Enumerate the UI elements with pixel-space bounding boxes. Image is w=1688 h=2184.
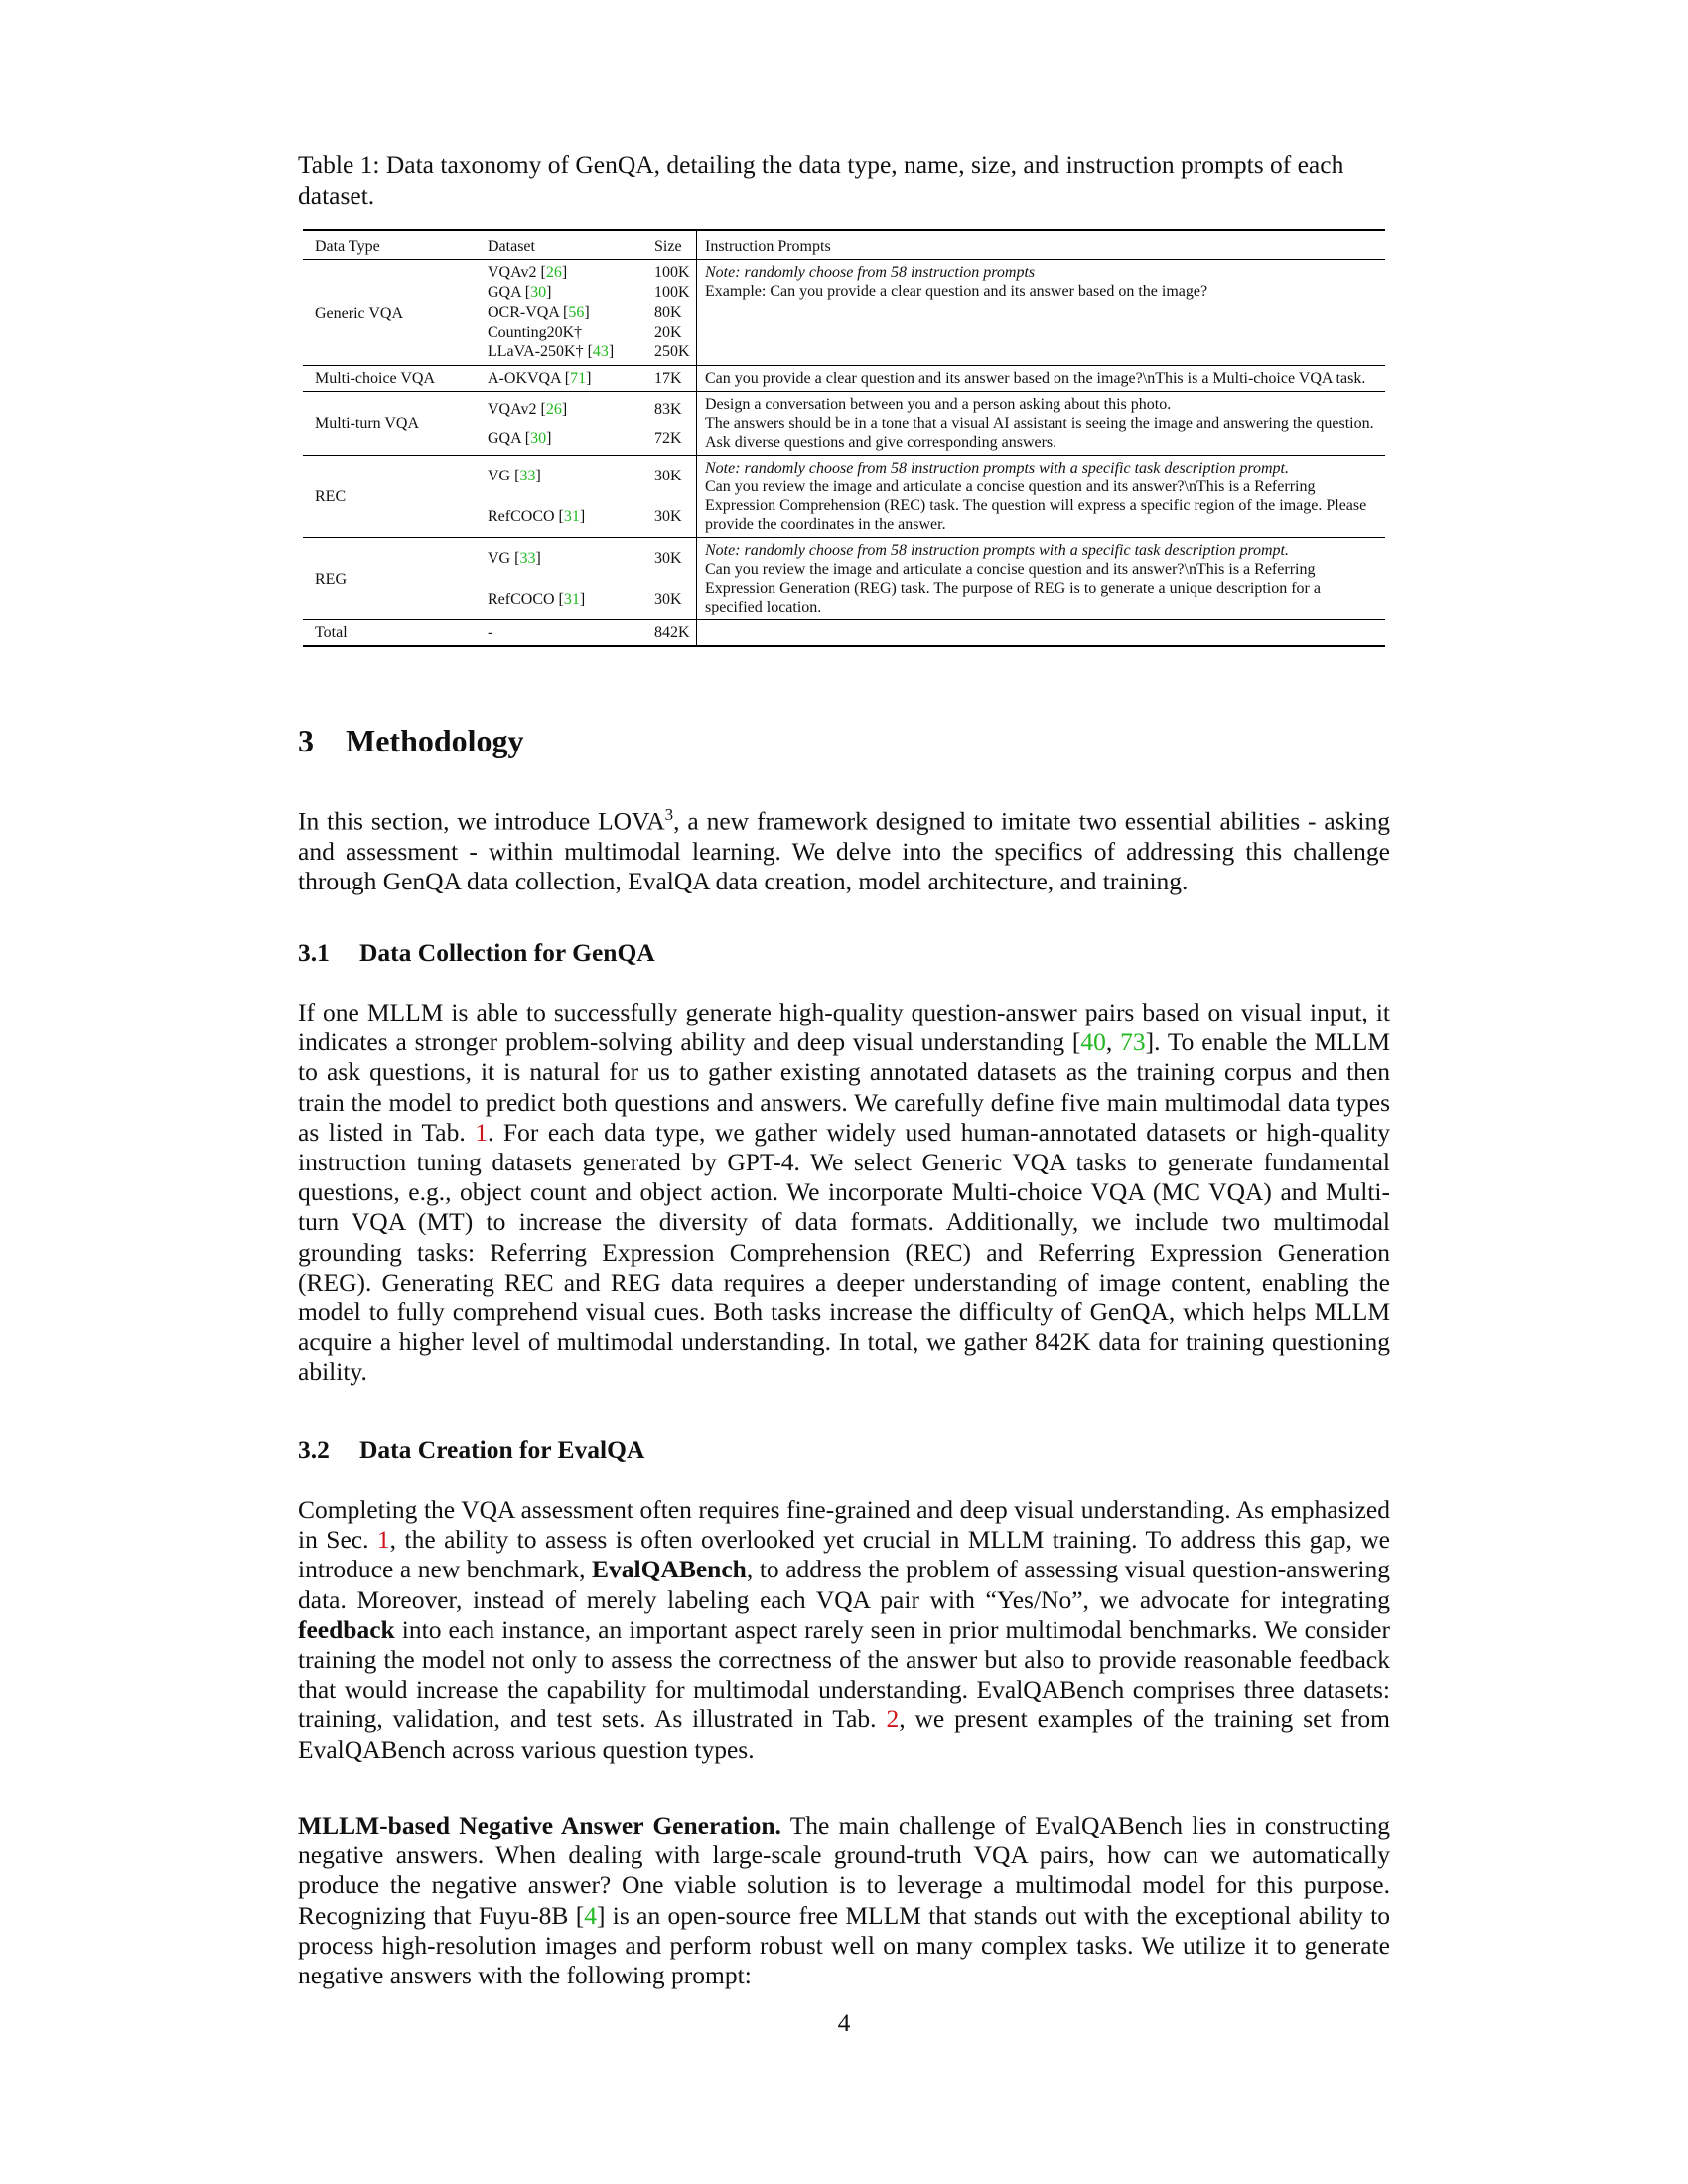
cell-type: Multi-turn VQA	[303, 392, 476, 456]
header-size: Size	[642, 230, 697, 260]
cell-prompt	[697, 620, 1386, 647]
dataset-name: VG [33]	[488, 550, 541, 567]
cell-sizes: 83K 72K	[642, 392, 697, 456]
cell-datasets	[476, 456, 642, 538]
cell-sizes: 100K 100K 80K 20K 250K	[654, 264, 690, 360]
cell-type: Multi-choice VQA	[303, 366, 476, 392]
table-row-total	[303, 620, 1385, 647]
section-3-2-paragraph: Completing the VQA assessment often requires fine-grained and deep visual understanding. As emphasized in Sec. 1, the ability to assess is often overlooked yet crucial in MLLM training. To address this gap, we introduce a new benchmark, EvalQABench, to address the problem of assessing visual question-answering data. Moreover, instead of merely labeling each VQA pair with “Yes/No”, we advocate for integrating feedback into each instance, an important aspect rarely seen in prior multimodal benchmarks. We consider training the model not only to assess the correctness of the answer but also to provide reasonable feedback that would increase the capability for multimodal understanding. EvalQABench comprises three datasets: training, validation, and test sets. As illustrated in Tab. 2, we present examples of the training set from EvalQABench across various question types.	[298, 1495, 1391, 1764]
header-data-type: Data Type	[303, 230, 476, 260]
cell-type: REC	[303, 456, 476, 538]
prompt-example: Example: Can you provide a clear question and its answer based on the image?	[705, 283, 1208, 300]
section-3-intro: In this section, we introduce LOVA$^3$, a new framework designed to imitate two essential abilities - asking and assessment - within multimodal learning. We delve into the specifics of addressing this challenge through GenQA data collection, EvalQA data creation, model architecture, and training.	[298, 805, 1390, 895]
dataset-name: GQA [30]	[488, 284, 552, 301]
cell-sizes: 30K 30K	[642, 538, 697, 620]
table-caption: Table 1: Data taxonomy of GenQA, detailing the data type, name, size, and instruction prompts of each dataset.	[298, 150, 1344, 209]
cell-prompt: Can you provide a clear question and its answer based on the image?\nThis is a Multi-choice VQA task.	[697, 366, 1386, 392]
section-heading-3: 3 Methodology	[298, 723, 524, 758]
header-dataset: Dataset	[476, 230, 642, 260]
cell-sizes: 30K 30K	[642, 456, 697, 538]
dataset-name: RefCOCO [31]	[488, 508, 586, 525]
dataset-name: VG [33]	[488, 468, 541, 484]
dataset-name: VQAv2 [26]	[488, 264, 568, 281]
cell-datasets	[476, 392, 642, 456]
cell-size: 17K	[642, 366, 697, 392]
negative-answer-paragraph: MLLM-based Negative Answer Generation. The main challenge of EvalQABench lies in constructing negative answers. When dealing with large-scale ground-truth VQA pairs, how can we automatically produce the negative answer? One viable solution is to leverage a multimodal model for this purpose. Recognizing that Fuyu-8B [4] is an open-source free MLLM that stands out with the exceptional ability to process high-resolution images and perform robust well on many complex tasks. We utilize it to generate negative answers with the following prompt:	[298, 1811, 1390, 1990]
prompt-note: Note: randomly choose from 58 instruction prompts with a specific task description prompt.	[705, 542, 1289, 559]
table-row-generic-vqa	[303, 260, 1385, 366]
table-header-row	[303, 230, 1385, 260]
cell-dataset: -	[476, 620, 642, 647]
dataset-name: VQAv2 [26]	[488, 400, 568, 418]
cell-type: Generic VQA	[315, 304, 404, 322]
cell-prompt: Design a conversation between you and a person asking about this photo. The answers should be in a tone that a visual AI assistant is seeing the image and answering the question. Ask diverse questions and give corresponding answers.	[697, 392, 1386, 456]
table-row-reg	[303, 538, 1385, 620]
cell-type: REG	[303, 538, 476, 620]
cell-type: Total	[303, 620, 476, 647]
dataset-name: LLaVA-250K† [43]	[488, 343, 615, 360]
cell-prompt: Note: randomly choose from 58 instruction prompts with a specific task description prompt. Can you review the image and articulate a concise question and its answer?\nThis is a Referring Expression Generation (REG) task. The purpose of REG is to generate a unique description for a specified location.	[697, 538, 1386, 620]
dataset-name: GQA [30]	[488, 429, 552, 447]
table-row-multi-turn-vqa	[303, 392, 1385, 456]
prompt-note: Note: randomly choose from 58 instruction prompts	[705, 264, 1036, 281]
dataset-name: RefCOCO [31]	[488, 591, 586, 608]
cell-datasets	[476, 260, 642, 366]
prompt-note: Note: randomly choose from 58 instruction prompts with a specific task description prompt.	[705, 460, 1289, 477]
table-row-rec	[303, 456, 1385, 538]
section-heading-3-1: 3.1 Data Collection for GenQA	[298, 938, 655, 967]
taxonomy-table	[303, 229, 1385, 647]
page-number: 4	[837, 2008, 851, 2037]
table-row-multi-choice-vqa	[303, 366, 1385, 392]
header-instruction-prompts: Instruction Prompts	[697, 230, 1386, 260]
dataset-name: OCR-VQA [56]	[488, 304, 590, 321]
cell-datasets	[476, 538, 642, 620]
cell-dataset: A-OKVQA [71]	[476, 366, 642, 392]
section-heading-3-2: 3.2 Data Creation for EvalQA	[298, 1435, 645, 1464]
section-3-1-paragraph: If one MLLM is able to successfully generate high-quality question-answer pairs based on visual input, it indicates a stronger problem-solving ability and deep visual understanding [40, 73]. To enable the MLLM to ask questions, it is natural for us to gather existing annotated datasets as the training corpus and then train the model to predict both questions and answers. We carefully define five main multimodal data types as listed in Tab. 1. For each data type, we gather widely used human-annotated datasets or high-quality instruction tuning datasets generated by GPT-4. We select Generic VQA tasks to generate fundamental questions, e.g., object count and object action. We incorporate Multi-choice VQA (MC VQA) and Multi-turn VQA (MT) to increase the diversity of data formats. Additionally, we include two multimodal grounding tasks: Referring Expression Comprehension (REC) and Referring Expression Generation (REG). Generating REC and REG data requires a deeper understanding of image content, enabling the model to fully comprehend visual cues. Both tasks increase the difficulty of GenQA, which helps MLLM acquire a higher level of multimodal understanding. In total, we gather 842K data for training questioning ability.	[298, 998, 1391, 1387]
cell-prompt: Note: randomly choose from 58 instruction prompts with a specific task description prompt. Can you review the image and articulate a concise question and its answer?\nThis is a Referring Expression Comprehension (REC) task. The question will express a specific region of the image. Please provide the coordinates in the answer.	[697, 456, 1386, 538]
dataset-name: Counting20K†	[488, 324, 583, 341]
cell-size: 842K	[642, 620, 697, 647]
cell-prompt	[697, 260, 1386, 366]
